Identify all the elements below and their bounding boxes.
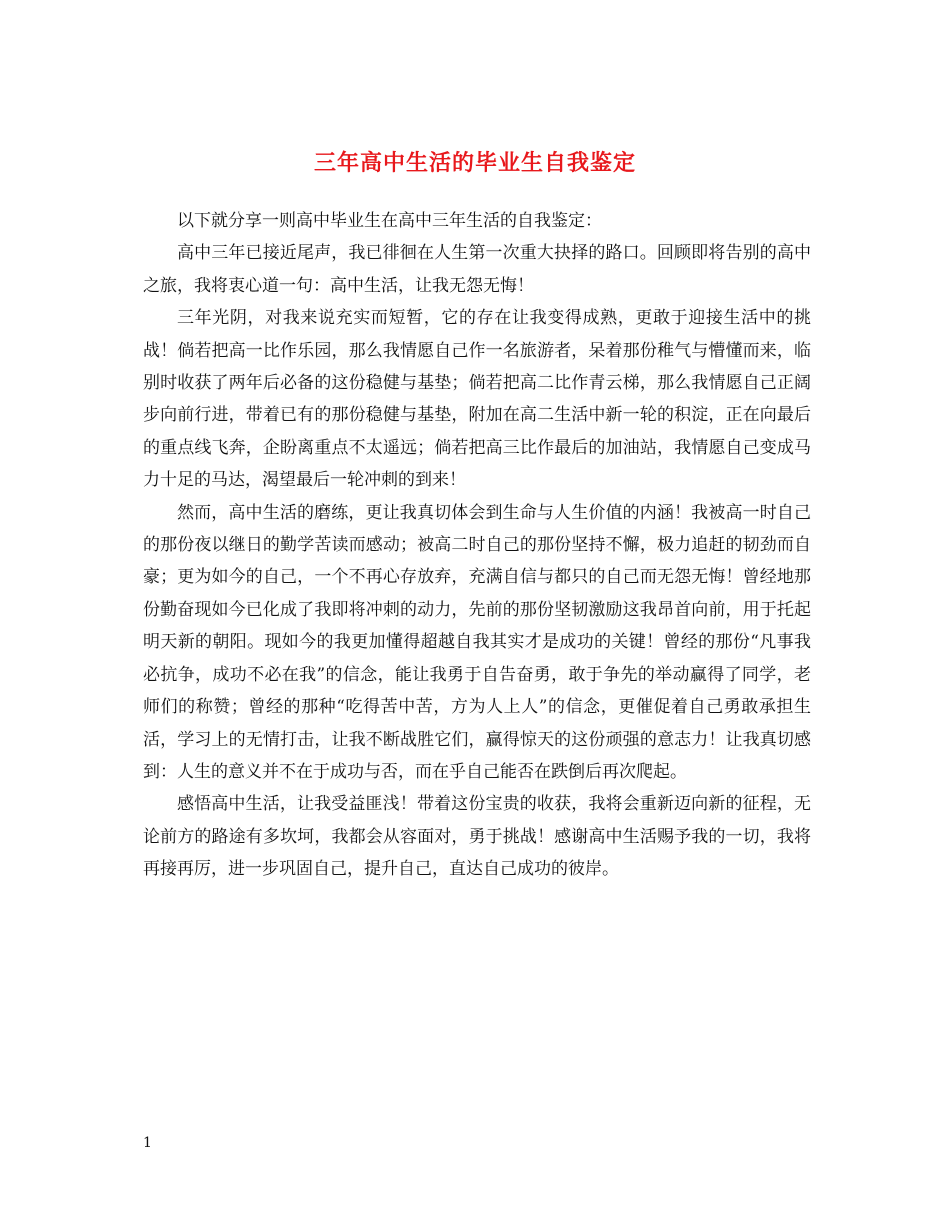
document-title: 三年高中生活的毕业生自我鉴定 — [313, 149, 636, 176]
paragraph-2: 三年光阴，对我来说充实而短暂，它的存在让我变得成熟，更敢于迎接生活中的挑战！倘若把高一比作乐园，那么我情愿自己作一名旅游者，呆着那份稚气与懵懂而来，临别时收获了两年后必备的这份稳健与基垫；倘若把高二比作青云梯，那么我情愿自己正阔步向前行进，带着已有的那份稳健与基垫，附加在高二生活中新一轮的积淀，正在向最后的重点线飞奔，企盼离重点不太遥远；倘若把高三比作最后的加油站，我情愿自己变成马力十足的马达，渴望最后一轮冲刺的到来！ — [143, 308, 811, 491]
paragraph-3: 然而，高中生活的磨练，更让我真切体会到生命与人生价值的内涵！我被高一时自己的那份夜以继日的勤学苦读而感动；被高二时自己的那份坚持不懈，极力追赶的韧劲而自豪；更为如今的自己，一个不再心存放弃，充满自信与都只的自己而无怨无悔！曾经地那份勤奋现如今已化成了我即将冲刺的动力，先前的那份坚韧激励这我昂首向前，用于托起明天新的朝阳。现如今的我更加懂得超越自我其实才是成功的关键！曾经的那份“凡事我必抗争，成功不必在我”的信念，能让我勇于自告奋勇，敢于争先的举动赢得了同学，老师们的称赞；曾经的那种“吃得苦中苦，方为人上人”的信念，更催促着自己勇敢承担生活，学习上的无情打击，让我不断战胜它们，赢得惊天的这份顽强的意志力！让我真切感到：人生的意义并不在于成功与否，而在乎自己能否在跌倒后再次爬起。 — [143, 502, 811, 782]
page-number: 1 — [143, 1135, 152, 1151]
paragraph-4: 感悟高中生活，让我受益匪浅！带着这份宝贵的收获，我将会重新迈向新的征程，无论前方的路途有多坎坷，我都会从容面对，勇于挑战！感谢高中生活赐予我的一切，我将再接再厉，进一步巩固自己，提升自己，直达自己成功的彼岸。 — [143, 794, 811, 880]
paragraph-1: 高中三年已接近尾声，我已徘徊在人生第一次重大抉择的路口。回顾即将告别的高中之旅，我将衷心道一句：高中生活，让我无怨无悔！ — [143, 243, 811, 296]
document-body — [143, 205, 811, 886]
paragraph-intro: 以下就分享一则高中毕业生在高中三年生活的自我鉴定： — [177, 211, 602, 231]
